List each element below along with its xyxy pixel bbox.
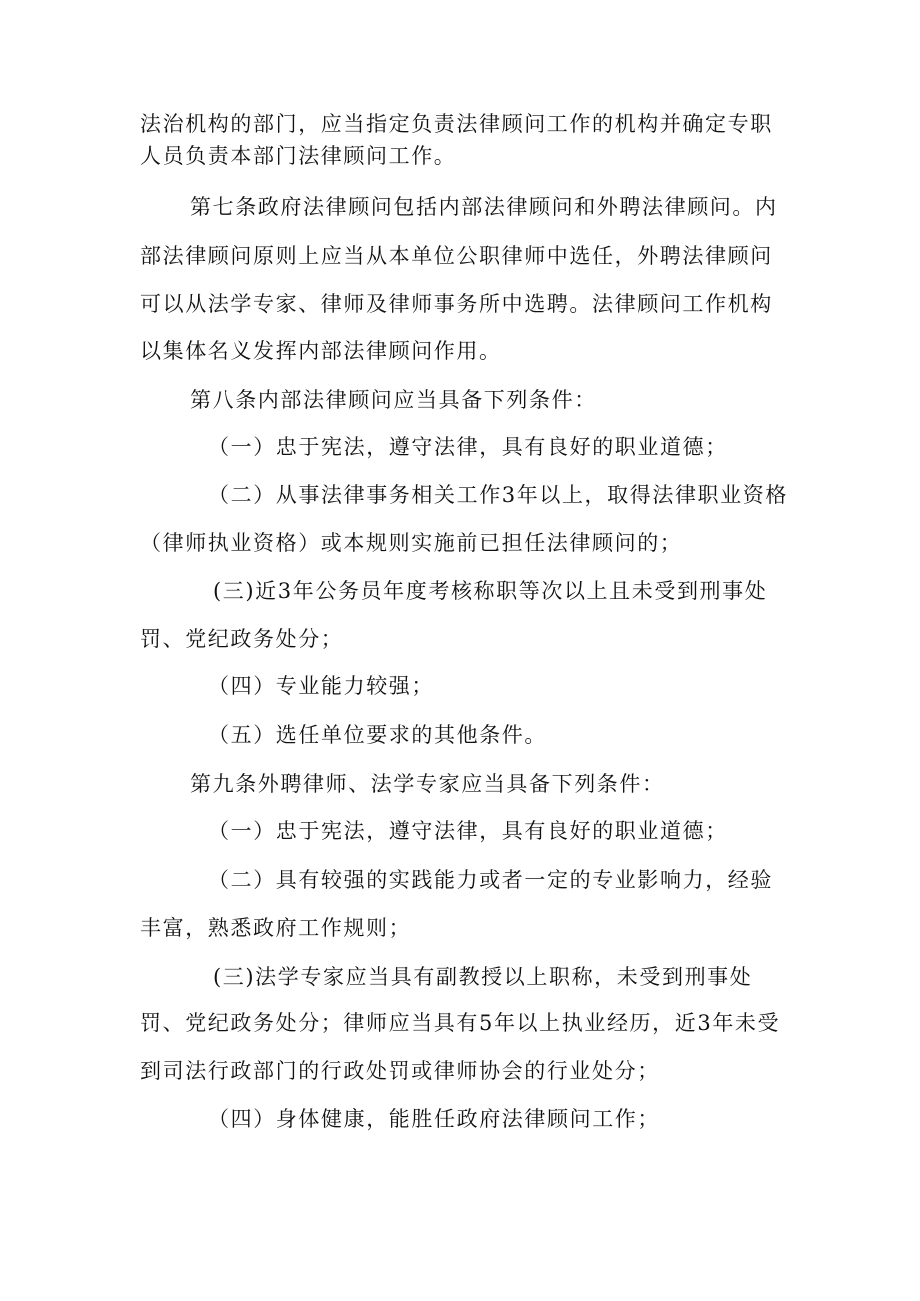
text-line: 部法律顾问原则上应当从本单位公职律师中选任，外聘法律顾问 (140, 244, 773, 268)
text-line: 罚、党纪政务处分； (140, 627, 344, 651)
text-line: （四）专业能力较强； (208, 674, 434, 698)
text-line: 第八条内部法律顾问应当具备下列条件： (190, 388, 597, 412)
text-line: 到司法行政部门的行政处罚或律师协会的行业处分； (140, 1059, 660, 1083)
text-line: （五）选任单位要求的其他条件。 (208, 723, 547, 747)
text-line: （二）具有较强的实践能力或者一定的专业影响力，经验 (208, 868, 773, 892)
text-line: （一）忠于宪法，遵守法律，具有良好的职业道德； (208, 435, 728, 459)
text-line: (三)法学专家应当具有副教授以上职称，未受到刑事处 (213, 965, 753, 989)
text-line: （律师执业资格）或本规则实施前已担任法律顾问的； (140, 531, 683, 555)
text-line: 丰富，熟悉政府工作规则； (140, 916, 412, 940)
text-line: 罚、党纪政务处分；律师应当具有5年以上执业经历，近3年未受 (140, 1011, 781, 1035)
text-line: （一）忠于宪法，遵守法律，具有良好的职业道德； (208, 819, 728, 843)
text-line: （四）身体健康，能胜任政府法律顾问工作； (208, 1107, 660, 1131)
text-line: 可以从法学专家、律师及律师事务所中选聘。法律顾问工作机构 (140, 292, 773, 316)
text-line: （二）从事法律事务相关工作3年以上，取得法律职业资格 (208, 483, 788, 507)
text-line: 人员负责本部门法律顾问工作。 (140, 144, 457, 168)
text-line: (三)近3年公务员年度考核称职等次以上且未受到刑事处 (213, 579, 768, 603)
text-line: 第七条政府法律顾问包括内部法律顾问和外聘法律顾问。内 (190, 195, 778, 219)
text-line: 法治机构的部门，应当指定负责法律顾问工作的机构并确定专职 (140, 112, 773, 136)
text-line: 第九条外聘律师、法学专家应当具备下列条件： (190, 772, 665, 796)
text-line: 以集体名义发挥内部法律顾问作用。 (140, 339, 502, 363)
